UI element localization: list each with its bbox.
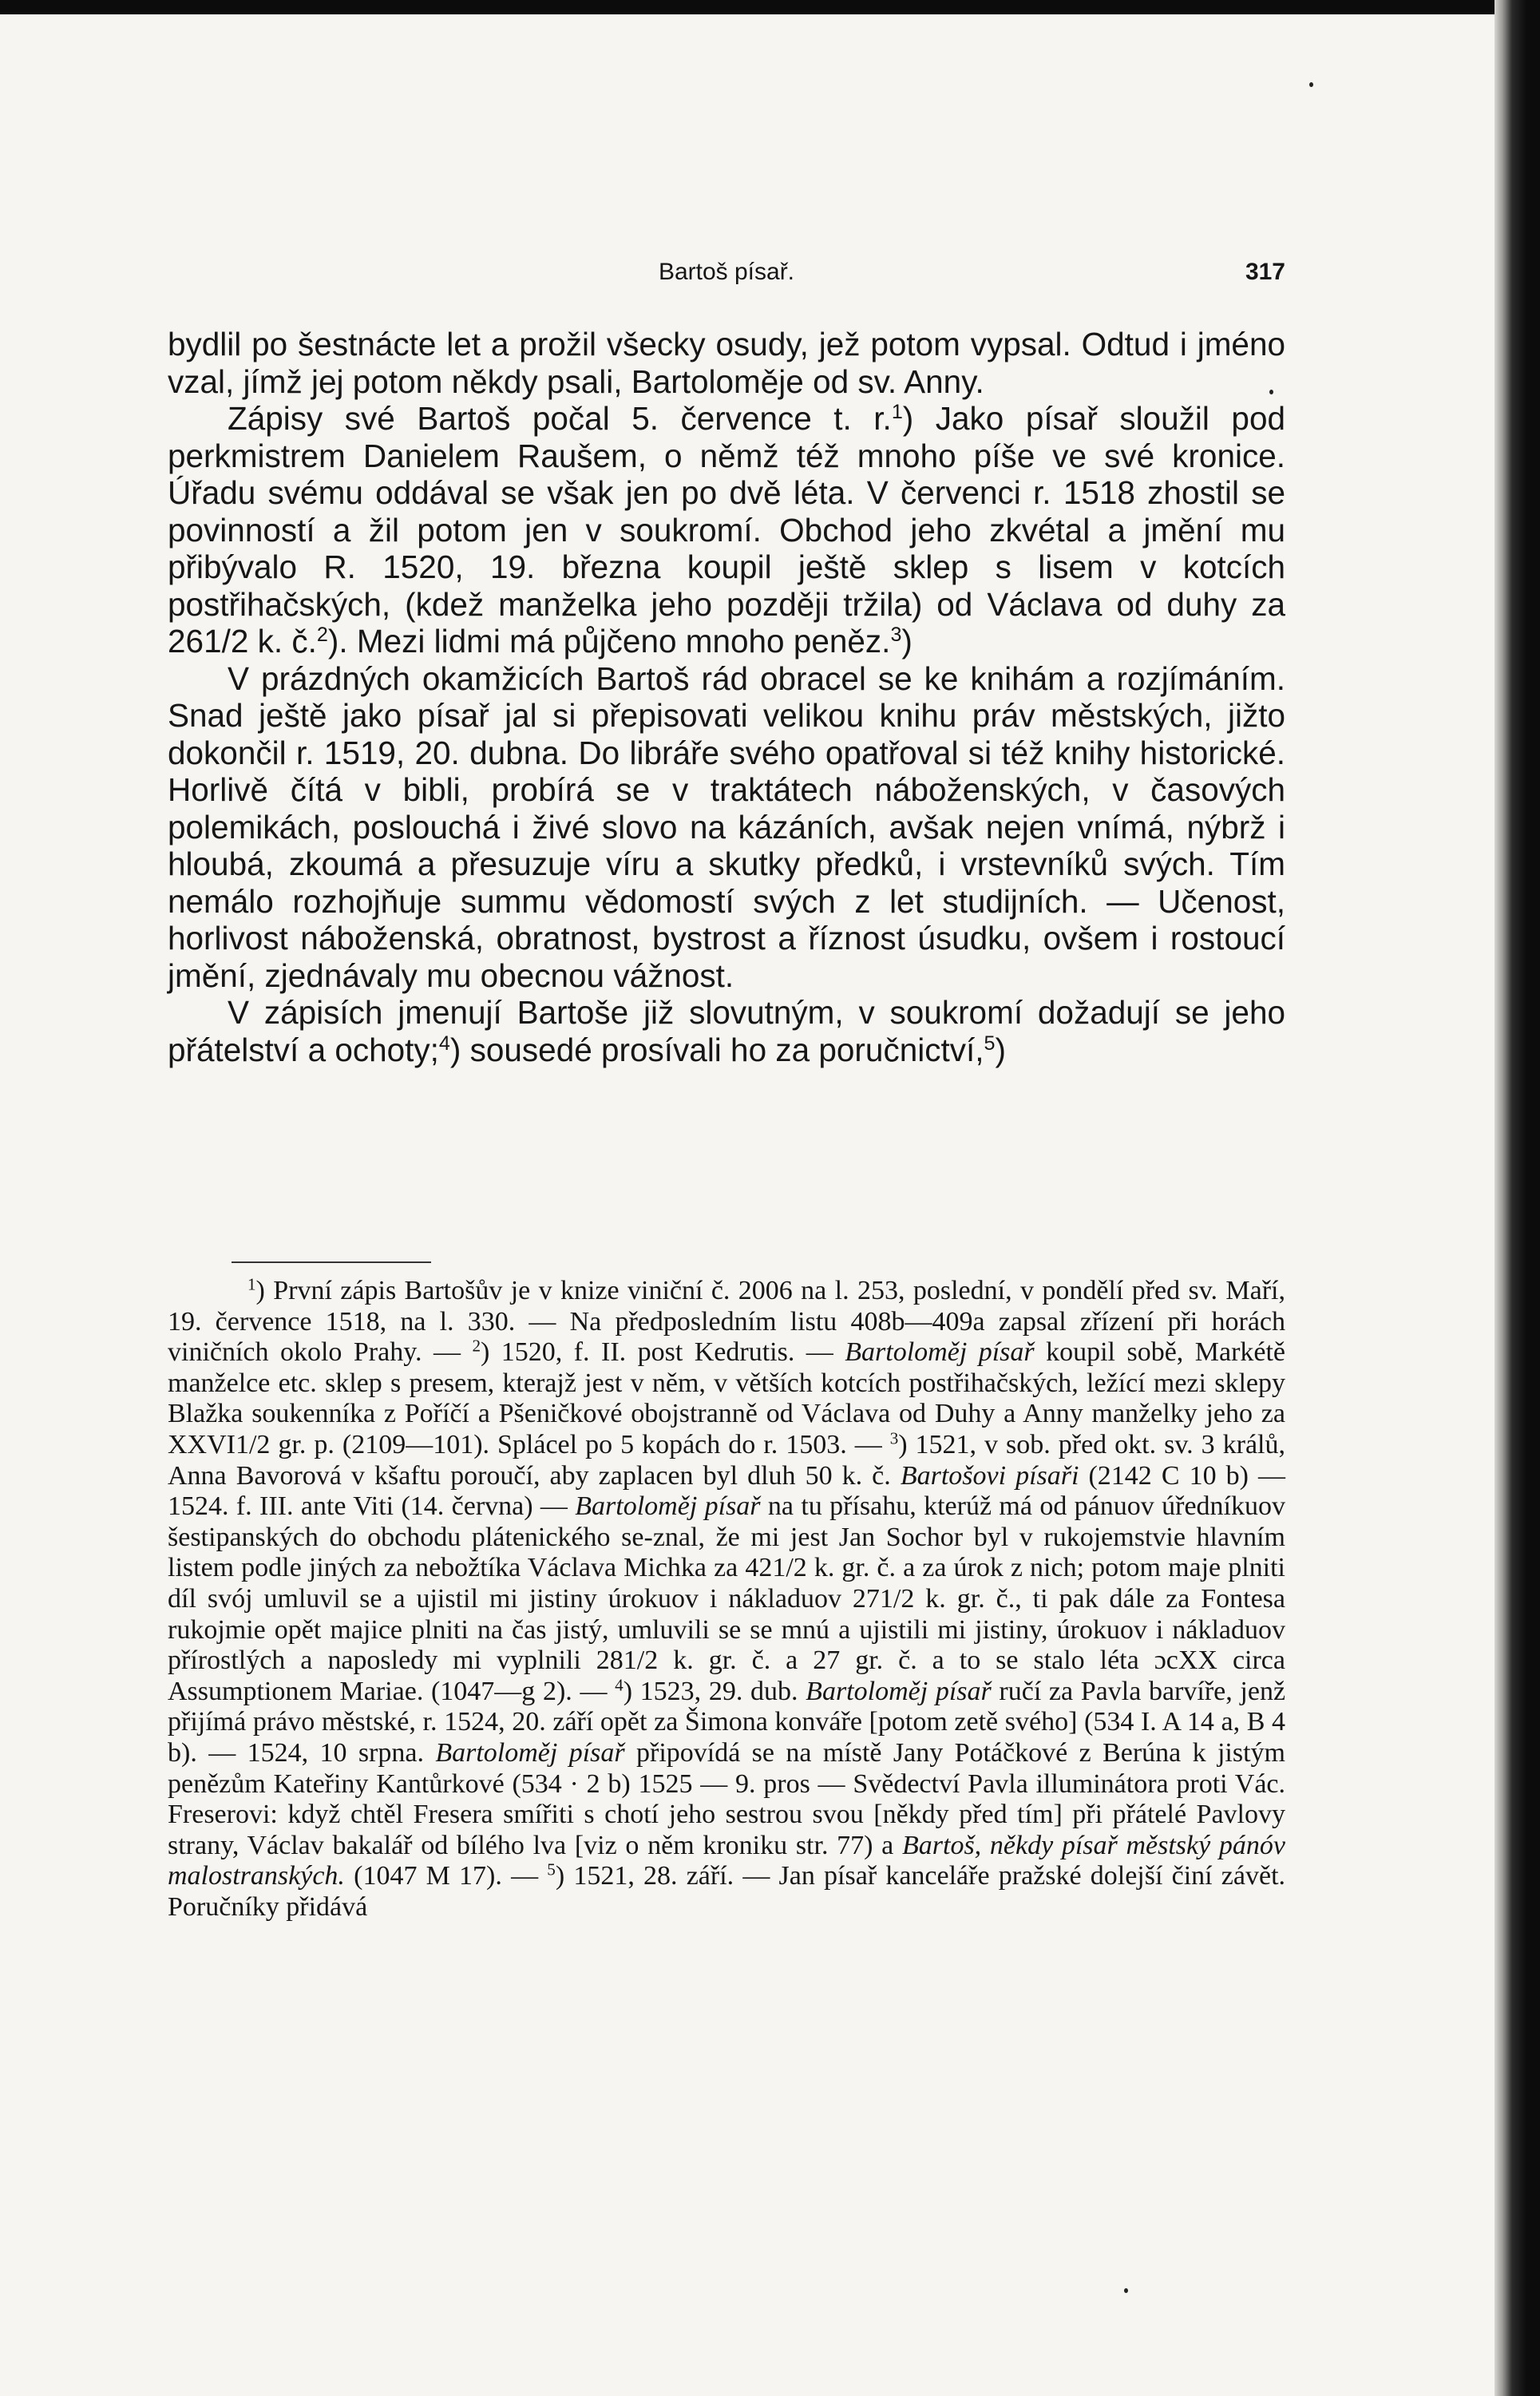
footnote-2-fraction: 1/2	[235, 1429, 271, 1459]
footnote-4-text-d: (1047 M 17). —	[354, 1861, 539, 1891]
footnote-2-marker: 2	[472, 1336, 481, 1356]
scan-speck	[1269, 390, 1273, 394]
footnote-separator	[232, 1261, 431, 1263]
paragraph-2-text-b: ) Jako písař sloužil pod perkmistrem Danielem Raušem, o němž též mnoho píše ve své kronice. Úřadu svému oddával se však jen po dvě léta. V červenci r. 1518 zhostil se povinností a žil potom jen v soukromí. Obchod jeho zkvétal a jmění mu přibývalo R. 1520, 19. března koupil ještě sklep s lisem v kotcích postřihačských, (kdež manželka jeho později tržila) od Václava od duhy za 26	[168, 400, 1285, 659]
footnote-3-text-c: na tu přísahu, kterúž má od pánuov úředníkuov šestipanských do obchodu plátenického se-znal, že mi jest Jan Sochor byl v rukojemstvie hlavním listem podle jiných za nebožtíka Václava Michka za 42	[168, 1491, 1285, 1583]
footnote-ref-1: 1	[891, 401, 903, 424]
footnote-4-italic-3: Bartoš, někdy písař městský pánóv malostranských.	[168, 1830, 1286, 1891]
footnote-3-marker: 3	[889, 1428, 899, 1448]
footnote-3-text-b: (2142 C 10 b) — 1524. f. III. ante Viti (14. června) —	[168, 1460, 1285, 1522]
scan-speck	[1309, 82, 1313, 87]
footnote-1-marker: 1	[247, 1274, 256, 1294]
paragraph-2	[168, 400, 1285, 660]
footnote-ref-2: 2	[316, 624, 328, 647]
footnote-2-text-c: gr. p. (2109—101). Splácel po 5 kopách do r. 1503. —	[270, 1429, 882, 1459]
paragraph-2-text-a: Zápisy své Bartoš počal 5. července t. r.	[228, 400, 892, 437]
footnote-3-text-a: ) 1521, v sob. před okt. sv. 3 králů, Anna Bavorová v kšaftu poroučí, aby zaplacen byl dluh 50 k. č.	[168, 1429, 1285, 1491]
footnote-2-italic: Bartoloměj písař	[845, 1337, 1035, 1368]
footnote-4-marker: 4	[615, 1675, 624, 1695]
fraction: 1/2	[204, 623, 249, 659]
main-text	[168, 326, 1285, 1068]
footnote-4-text-c: připovídá se na místě Jany Potáčkové z Berúna k jistým penězům Kateřiny Kantůrkové (534 · 2 b) 1525 — 9. pros — Svědectví Pavla illuminátora proti Vác. Freserovi: když chtěl Fresera smířiti s chotí jeho sestrou svou [někdy před tím] při přátelé Pavlovy strany, Václav bakalář od bílého lva [viz o něm kroniku str. 77) a	[168, 1737, 1285, 1860]
footnote-2-text-b: koupil sobě, Markétě manželce etc. sklep s presem, kterajž jest v něm, v větších kotcích postřihačských, ležící mezi sklepy Blažka soukenníka z Poříčí a Pšeničkové obojstranně od Václava od Duhy a Anny manželky jeho za XXVI	[168, 1337, 1286, 1459]
footnote-5-marker: 5	[547, 1859, 556, 1879]
footnotes	[168, 1276, 1285, 1923]
paragraph-3: V prázdných okamžicích Bartoš rád obracel se ke knihám a rozjímáním. Snad ještě jako písař jal si přepisovati velikou knihu práv městských, jižto dokončil r. 1519, 20. dubna. Do libráře svého opatřoval si též knihy historické. Horlivě čítá v bibli, probírá se v traktátech náboženských, v časových polemikách, poslouchá i živé slovo na kázáních, avšak nejen vnímá, nýbrž i hloubá, zkoumá a přesuzuje víru a skutky předků, i vrstevníků svých. Tím nemálo rozhojňuje summu vědomostí svých z let studijních. — Učenost, horlivost náboženská, obratnost, bystrost a říznost úsudku, ovšem i rostoucí jmění, zjednávaly mu obecnou vážnost.	[168, 659, 1285, 994]
paragraph-4-text-a: V zápisích jmenují Bartoše již slovutným, v soukromí dožadují se jeho přátelství a ochoty;	[168, 994, 1285, 1068]
paragraph-4-text-b: ) sousedé prosívali ho za poručnictví,	[449, 1031, 984, 1068]
footnote-3-text-e: k. gr. č., ti pak dále za Fontesa rukojmie opět majice plniti na čas jistý, umluvili se se mnú a ujistili mi jistiny, úrokuov i nákladuov přírostlých a naposledy mi vyplnili 28	[168, 1583, 1285, 1676]
footnote-3-italic-1: Bartošovi písaři	[900, 1460, 1079, 1491]
running-title: Bartoš písař.	[658, 259, 795, 285]
paragraph-2-text-e: )	[901, 623, 913, 659]
book-page	[0, 14, 1494, 2396]
footnote-4-italic-2: Bartoloměj písař	[435, 1737, 625, 1768]
footnote-2-text-a: ) 1520, f. II. post Kedrutis. —	[480, 1337, 833, 1368]
footnote-ref-4: 4	[438, 1032, 450, 1055]
footnote-3-fraction-3: 1/2	[623, 1646, 659, 1676]
footnote-4-text-b: ručí za Pavla barvíře, jenž přijímá právo městské, r. 1524, 20. září opět za Šimona konváře [potom zetě svého] (534 I. A 14 a, B 4 b). — 1524, 10 srpna.	[168, 1676, 1286, 1768]
footnote-3-fraction-1: 1/2	[772, 1553, 807, 1583]
footnote-ref-3: 3	[890, 624, 902, 647]
footnote-5-text: ) 1521, 28. září. — Jan písař kanceláře pražské dolejší činí závět. Poručníky přidává	[168, 1861, 1286, 1922]
running-header	[168, 254, 1285, 302]
page-number: 317	[1245, 259, 1285, 285]
scan-speck	[1124, 2288, 1128, 2293]
footnote-4-italic-1: Bartoloměj písař	[806, 1676, 992, 1706]
paragraph-2-text-c: k. č.	[248, 623, 317, 659]
paragraph-1: bydlil po šestnácte let a prožil všecky osudy, jež potom vypsal. Odtud i jméno vzal, jímž jej potom někdy psali, Bartoloměje od sv. Anny.	[168, 326, 1285, 400]
paragraph-2-text-d: ). Mezi lidmi má půjčeno mnoho peněz.	[327, 623, 891, 659]
footnote-ref-5: 5	[984, 1032, 996, 1055]
footnote-3-italic-2: Bartoloměj písař	[575, 1491, 761, 1522]
footnote-3-text-d: k. gr. č. a za úrok z nich; potom maje plniti díl svój umluvil se a ujistil mi jistiny úrokuov i nákladuov 27	[168, 1553, 1285, 1614]
footnote-1-text: ) První zápis Bartošův je v knize viniční č. 2006 na l. 253, poslední, v pondělí před sv. Maří, 19. července 1518, na l. 330. — Na předposledním listu 408b—409a zapsal zřízení při horách viničních okolo Prahy. —	[168, 1276, 1285, 1368]
footnote-3-text-f: k. gr. č. a 27 gr. č. a to se stalo léta ɔcXX circa Assumptionem Mariae. (1047—g 2). —	[168, 1646, 1285, 1706]
scan-edge-shadow	[1494, 0, 1540, 2396]
footnote-3-fraction-2: 1/2	[879, 1583, 915, 1614]
paragraph-4	[168, 994, 1285, 1068]
paragraph-4-text-c: )	[995, 1031, 1006, 1068]
footnote-4-text-a: ) 1523, 29. dub.	[623, 1676, 798, 1706]
